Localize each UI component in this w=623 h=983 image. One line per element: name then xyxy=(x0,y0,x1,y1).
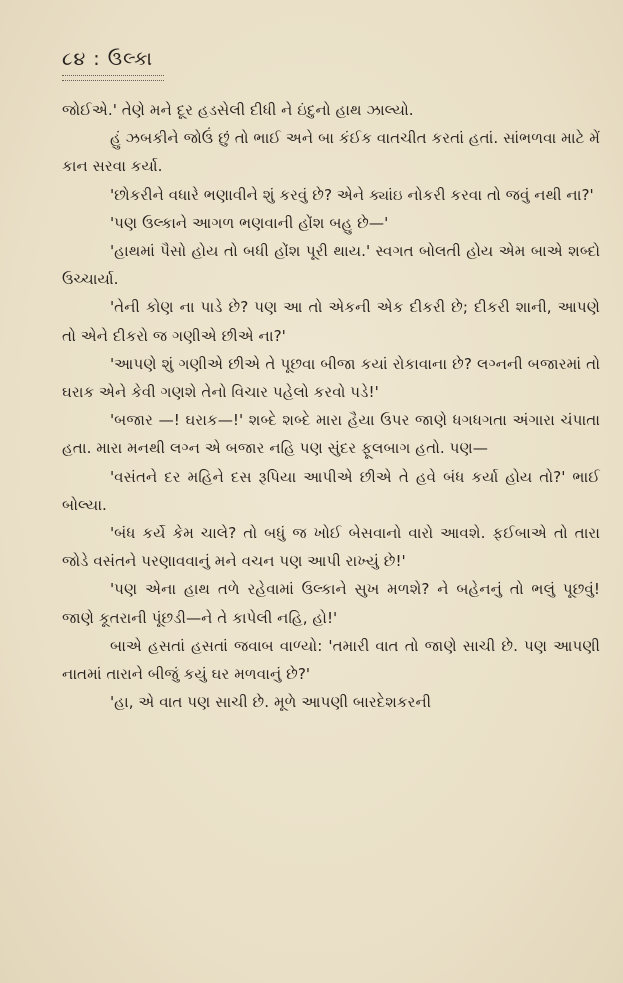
page-header xyxy=(62,48,153,70)
paragraph: 'વસંતને દર મહિને દસ રૂપિયા આપીએ છીએ તે હવે બંધ કર્યા હોય તો?' ભાઈ બોલ્યા. xyxy=(62,467,600,514)
paragraph: 'પણ એના હાથ તળે રહેવામાં ઉલ્કાને સુખ મળશે? ને બહેનનું તો ભલું પૂછવું! જાણે કૂતરાની પૂંછડી—ને તે કાપેલી નહિ, હો!' xyxy=(62,580,600,627)
body-text xyxy=(62,96,600,716)
header-separator: : xyxy=(93,48,101,70)
paragraph: 'તેની કોણ ના પાડે છે? પણ આ તો એકની એક દીકરી છે; દીકરી શાની, આપણે તો એને દીકરો જ ગણીએ છીએ ના?' xyxy=(62,298,600,345)
paragraph: 'છોકરીને વધારે ભણાવીને શું કરવું છે? એને ક્યાંઇ નોકરી કરવા તો જવું નથી ના?' xyxy=(110,185,594,204)
paragraph: 'બજાર —! ઘરાક—!' શબ્દે શબ્દે મારા હૈયા ઉપર જાણે ધગધગતા અંગારા ચંપાતા હતા. મારા મનથી લગ્ન એ બજાર નહિ પણ સુંદર ફૂલબાગ હતો. પણ— xyxy=(62,411,600,458)
paragraph: બાએ હસતાં હસતાં જવાબ વાળ્યો: 'તમારી વાત તો જાણે સાચી છે. પણ આપણી નાતમાં તારાને બીજું કયું ઘર મળવાનું છે?' xyxy=(62,636,600,684)
page-number: ૮૪ xyxy=(62,48,87,70)
paragraph: 'આપણે શું ગણીએ છીએ તે પૂછવા બીજા કયાં રોકાવાના છે? લગ્નની બજારમાં તો ઘરાક એને કેવી ગણશે તેનો વિચાર પહેલો કરવો પડે!' xyxy=(62,354,600,402)
paragraph: હું ઝબકીને જોઉં છું તો ભાઈ અને બા કંઈક વાતચીત કરતાં હતાં. સાંભળવા માટે મેં કાન સરવા કર્યા. xyxy=(62,129,600,176)
paragraph: 'પણ ઉલ્કાને આગળ ભણવાની હોંશ બહુ છે—' xyxy=(110,213,389,232)
running-title: ઉલ્કા xyxy=(107,48,154,70)
paragraph: જોઈએ.' તેણે મને દૂર હડસેલી દીધી ને ઇંદુનો હાથ ઝાલ્યો. xyxy=(62,101,414,119)
paragraph: 'હા, એ વાત પણ સાચી છે. મૂળે આપણી બારદેશકરની xyxy=(110,693,432,712)
paragraph: 'હાથમાં પૈસો હોય તો બધી હોંશ પૂરી થાય.' સ્વગત બોલતી હોય એમ બાએ શબ્દો ઉચ્ચાર્યા. xyxy=(62,242,600,289)
paragraph: 'બંધ કર્યે કેમ ચાલે? તો બધું જ ખોઈ બેસવાનો વારો આવશે. ફઈબાએ તો તારા જોડે વસંતને પરણાવવાનું મને વચન પણ આપી રાખ્યું છે!' xyxy=(62,524,600,571)
header-underline xyxy=(62,75,164,81)
